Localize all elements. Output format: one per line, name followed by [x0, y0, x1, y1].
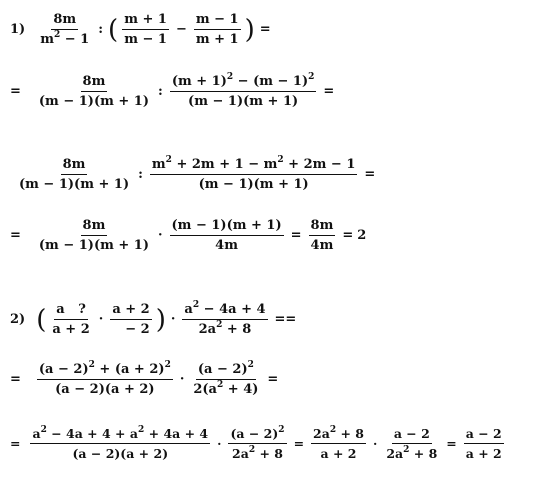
equals-sign: =	[290, 228, 302, 243]
result: 2	[357, 228, 367, 243]
operator: ·	[158, 228, 163, 243]
fraction: $\frac{2a^2 + 8}{a + 2}$	[313, 425, 364, 461]
p1-line1: 1) $\frac{8m}{m^2 - 1}$ : ( $\frac{m + 1}{m - 1}$ − $\frac{m - 1}{m + 1}$ ) =	[10, 12, 271, 47]
equals-sign: =	[10, 228, 21, 243]
equals-sign: =	[10, 84, 21, 99]
fraction: $\frac{8m}{(m - 1)(m + 1)}$	[19, 157, 130, 192]
p1-line2	[10, 74, 338, 109]
problem-number: 1)	[10, 22, 26, 37]
p2-line2	[10, 362, 282, 397]
p1-line3	[14, 157, 379, 192]
equals-sign: =	[259, 22, 271, 37]
operator: −	[175, 22, 187, 37]
operator: ·	[179, 372, 185, 387]
operator: :	[158, 84, 163, 99]
fraction: $\frac{a - 2}{a + 2}$	[465, 426, 502, 461]
fraction: $\frac{(a - 2)^2 + (a + 2)^2}{(a - 2)(a + 2)}$	[38, 360, 171, 397]
p1-line4	[10, 218, 366, 253]
operator: ·	[170, 312, 176, 327]
equals-sign: =	[267, 372, 279, 387]
fraction: $\frac{m + 1}{m - 1}$	[124, 12, 167, 47]
equals-sign: =	[10, 372, 21, 387]
operator: ·	[372, 436, 378, 451]
fraction: $\frac{(a - 2)^2}{2a^2 + 8}$	[230, 425, 285, 461]
equals-sign: =	[323, 84, 335, 99]
equals-sign: =	[293, 436, 305, 451]
fraction: $\frac{m^2 + 2m + 1 - m^2 + 2m - 1}{(m - 1)(m + 1)}$	[151, 155, 356, 192]
fraction: $\frac{(m - 1)(m + 1)}{4m}$	[171, 218, 282, 253]
operator: ·	[217, 436, 222, 451]
operator: :	[138, 167, 143, 182]
operator: :	[98, 22, 104, 37]
equals-sign: =	[446, 436, 457, 451]
fraction: $\frac{(m + 1)^2 - (m - 1)^2}{(m - 1)(m + 1)}$	[171, 72, 315, 109]
fraction: $\frac{m - 1}{m + 1}$	[195, 12, 239, 47]
fraction: $\frac{a^2 - 4a + 4}{2a^2 + 8}$	[184, 300, 266, 337]
problem-number: 2)	[10, 312, 26, 327]
fraction: $\frac{a - 2}{2a^2 + 8}$	[386, 426, 438, 461]
fraction: $\frac{a ?}{a + 2}$	[52, 302, 90, 337]
fraction: $\frac{(a - 2)^2}{2(a^2 + 4)}$	[193, 360, 259, 397]
fraction: $\frac{8m}{(m - 1)(m + 1)}$	[38, 74, 149, 109]
fraction: $\frac{a^2 - 4a + 4 + a^2 + 4a + 4}{(a - 2)(a + 2)}$	[32, 425, 209, 461]
equals-sign: =	[364, 167, 376, 182]
p2-line3	[10, 426, 507, 461]
equals-sign: =	[342, 228, 354, 243]
operator: ·	[98, 312, 104, 327]
equals-sign: ==	[274, 312, 297, 327]
p2-line1: 2) ( $\frac{a ?}{a + 2}$ · $\frac{a + 2}{- 2}$ ) · $\frac{a^2 - 4a + 4}{2a^2 + 8}$ ==	[10, 300, 297, 337]
fraction: $\frac{a + 2}{- 2}$	[112, 302, 150, 337]
fraction: $\frac{8m}{m^2 - 1}$	[40, 12, 90, 47]
fraction: $\frac{8m}{4m}$	[310, 218, 334, 253]
equals-sign: =	[10, 436, 21, 451]
fraction: $\frac{8m}{(m - 1)(m + 1)}$	[38, 218, 149, 253]
